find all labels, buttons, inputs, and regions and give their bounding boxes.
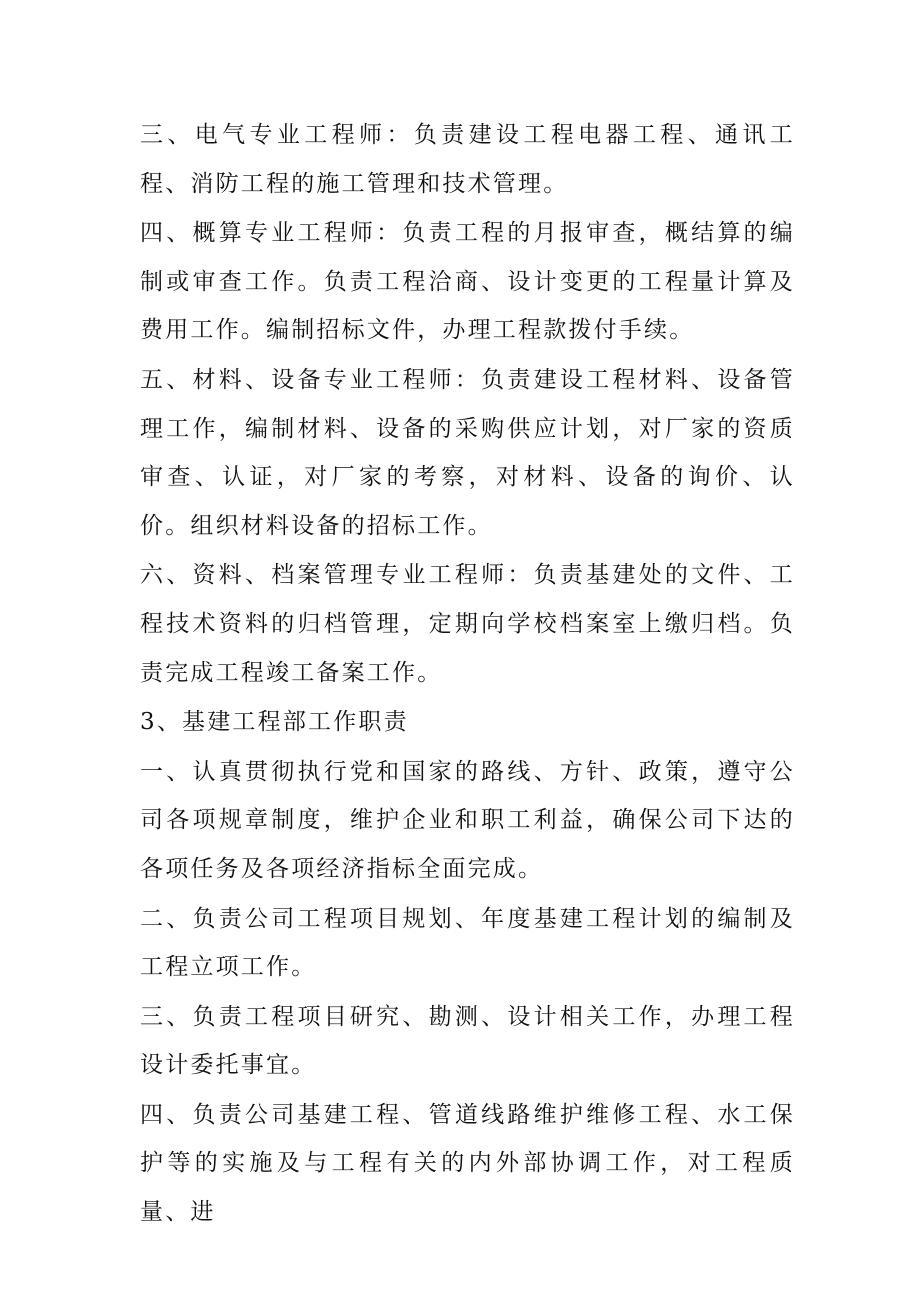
paragraph-estimate-engineer: 四、概算专业工程师：负责工程的月报审查，概结算的编制或审查工作。负责工程洽商、设计变更的工程量计算及费用工作。编制招标文件，办理工程款拨付手续。 — [140, 220, 795, 344]
paragraph-duty-1: 一、认真贯彻执行党和国家的路线、方针、政策，遵守公司各项规章制度，维护企业和职工利益，确保公司下达的各项任务及各项经济指标全面完成。 — [140, 758, 795, 882]
document-body — [140, 111, 795, 1238]
paragraph-duty-4: 四、负责公司基建工程、管道线路维护维修工程、水工保护等的实施及与工程有关的内外部协调工作，对工程质量、进 — [140, 1101, 795, 1226]
paragraph-duty-3: 三、负责工程项目研究、勘测、设计相关工作，办理工程设计委托事宜。 — [140, 1003, 795, 1079]
paragraph-materials-engineer: 五、材料、设备专业工程师：负责建设工程材料、设备管理工作，编制材料、设备的采购供应计划，对厂家的资质审查、认证，对厂家的考察，对材料、设备的询价、认价。组织材料设备的招标工作。 — [140, 366, 795, 539]
paragraph-electrical-engineer: 三、电气专业工程师：负责建设工程电器工程、通讯工程、消防工程的施工管理和技术管理。 — [140, 122, 795, 197]
paragraph-duty-2: 二、负责公司工程项目规划、年度基建工程计划的编制及工程立项工作。 — [140, 905, 795, 981]
section-heading-construction-dept: 3、基建工程部工作职责 — [140, 709, 409, 736]
paragraph-archive-engineer: 六、资料、档案管理专业工程师：负责基建处的文件、工程技术资料的归档管理，定期向学校档案室上缴归档。负责完成工程竣工备案工作。 — [140, 562, 795, 686]
